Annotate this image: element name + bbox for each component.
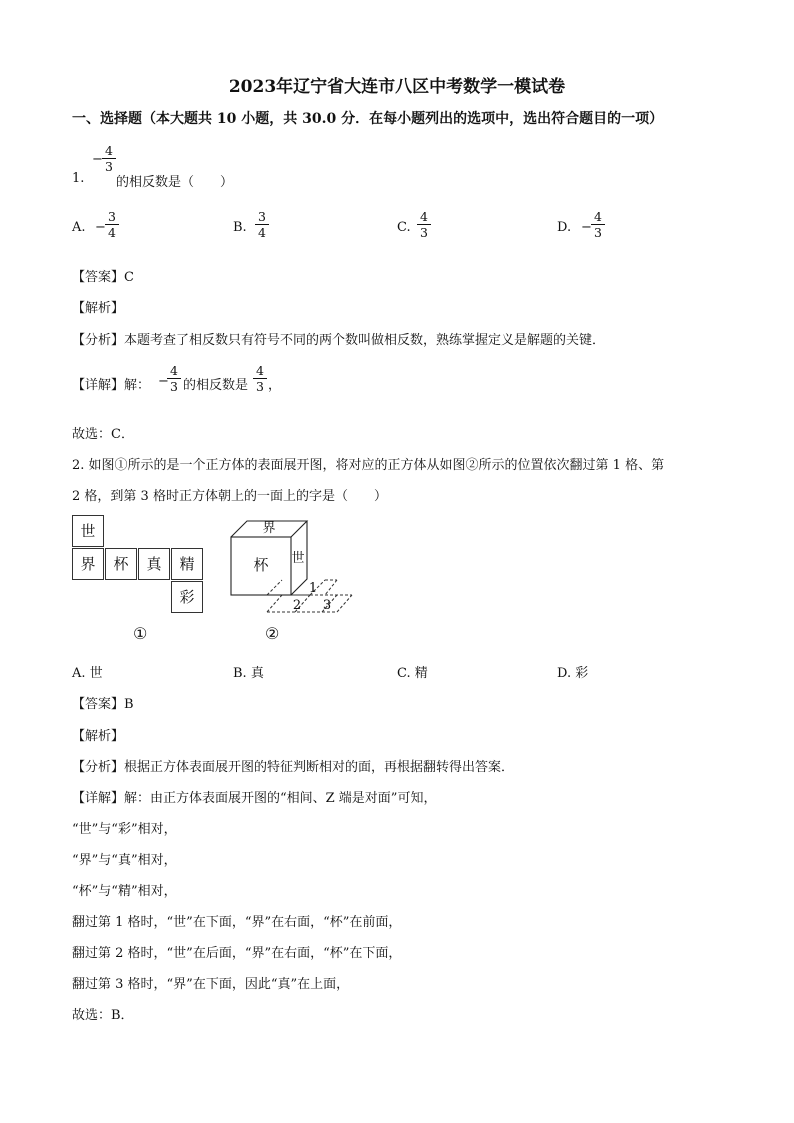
xiangjie-fraction-1: 4 3	[166, 364, 182, 393]
page-title: 2023年辽宁省大连市八区中考数学一模试卷	[228, 77, 566, 97]
q1-frac-den: 3	[105, 159, 113, 174]
q2-detail-line: “界”与“真”相对，	[72, 853, 177, 868]
q2-detail-line: 翻过第 1 格时，“世”在下面，“界”在右面，“杯”在前面，	[72, 915, 402, 930]
q2-stem-line1: 2. 如图①所示的是一个正方体的表面展开图，将对应的正方体从如图②所示的位置依次翻过第 1 格、第	[72, 458, 665, 473]
q1-fenxi: 【分析】本题考查了相反数只有符号不同的两个数叫做相反数，熟练掌握定义是解题的关键．	[72, 333, 606, 348]
q2-option-b[interactable]: B. 真	[233, 666, 264, 681]
option-fraction: 4 3	[416, 210, 432, 239]
q1-stem: 的相反数是（ ）	[116, 175, 234, 190]
q2-detail-line: “世”与“彩”相对，	[72, 822, 177, 837]
q2-detail-line: 翻过第 2 格时，“世”在后面，“界”在右面，“杯”在下面，	[72, 946, 402, 961]
option-label: B.	[233, 220, 247, 235]
net-cell: 彩	[171, 581, 203, 613]
q2-detail-line: “杯”与“精”相对，	[72, 884, 177, 899]
q1-answer: 【答案】C	[72, 270, 134, 285]
figure-label-1: ①	[133, 624, 148, 643]
option-sign: −	[581, 220, 592, 235]
option-fraction: 3 4	[104, 210, 120, 239]
q2-choice: 故选：B．	[72, 1008, 134, 1023]
q2-fenxi: 【分析】根据正方体表面展开图的特征判断相对的面，再根据翻转得出答案．	[72, 760, 515, 775]
option-label: A.	[72, 220, 86, 235]
q1-fraction	[101, 144, 117, 173]
q1-frac-num: 4	[105, 143, 113, 158]
cube-front-label: 杯	[253, 556, 269, 574]
q2-detail-line: 翻过第 3 格时，“界”在下面，因此“真”在上面，	[72, 977, 350, 992]
q2-detail-line: 【详解】解：由正方体表面展开图的“相间、Z 端是对面”可知，	[72, 791, 437, 806]
q2-option-c[interactable]: C. 精	[397, 666, 428, 681]
cube-diagram	[225, 515, 360, 615]
q2-stem-line2: 2 格，到第 3 格时正方体朝上的一面上的字是（ ）	[72, 489, 387, 504]
q1-choice: 故选：C．	[72, 427, 134, 442]
q2-option-a[interactable]: A. 世	[72, 666, 103, 681]
cube-top-label: 界	[262, 521, 276, 536]
option-fraction: 4 3	[590, 210, 606, 239]
option-sign: −	[95, 220, 106, 235]
q2-analysis-label: 【解析】	[72, 729, 125, 744]
figure-label-2: ②	[265, 624, 280, 643]
grid-label-3: 3	[322, 598, 332, 613]
xiangjie-minus: −	[158, 374, 169, 389]
option-fraction: 3 4	[254, 210, 270, 239]
q1-analysis-label: 【解析】	[72, 301, 125, 316]
net-cell: 真	[138, 548, 170, 580]
q2-option-d[interactable]: D. 彩	[557, 666, 589, 681]
section-heading: 一、选择题（本大题共 10 小题，共 30.0 分．在每小题列出的选项中，选出符合题目的一项）	[72, 111, 664, 127]
net-cell: 界	[72, 548, 104, 580]
q2-answer: 【答案】B	[72, 697, 134, 712]
q1-number: 1.	[72, 171, 85, 186]
net-cell: 世	[72, 515, 104, 547]
xiangjie-mid: 的相反数是	[183, 378, 249, 393]
xiangjie-end: ，	[268, 378, 282, 393]
xiangjie-prefix: 【详解】解：	[72, 378, 151, 393]
option-label: D.	[557, 220, 572, 235]
net-cell: 精	[171, 548, 203, 580]
net-cell: 杯	[105, 548, 137, 580]
grid-label-1: 1	[308, 581, 318, 596]
grid-label-2: 2	[292, 598, 302, 613]
option-label: C.	[397, 220, 411, 235]
cube-side-label: 世	[291, 551, 305, 566]
q1-minus: −	[92, 152, 103, 167]
xiangjie-fraction-2: 4 3	[252, 364, 268, 393]
